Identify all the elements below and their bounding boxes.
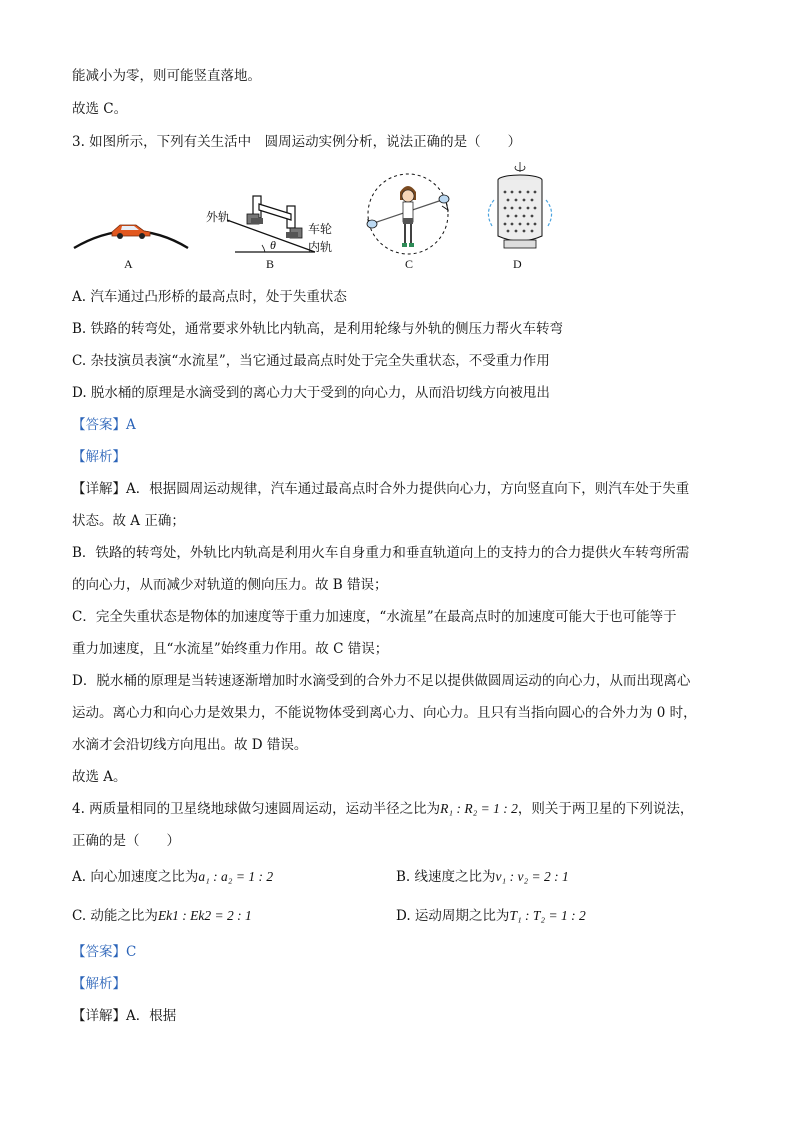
q4-option-a-math: a₁ : a₂ = 1 : 2 [198, 869, 274, 884]
figure-c-label: C [405, 257, 414, 271]
q3-detail-4: 的向心力，从而减少对轨道的侧向压力。故 B 错误； [72, 577, 388, 593]
label-outer-rail: 外轨 [206, 210, 231, 224]
figure-d-spin-dryer [480, 160, 560, 256]
q3-option-d: D. 脱水桶的原理是水滴受到的离心力大于受到的向心力，从而沿切线方向被甩出 [72, 385, 550, 401]
label-inner-rail: 内轨 [308, 240, 333, 254]
performer-icon [400, 186, 416, 247]
q3-detail-6: 重力加速度，且“水流星”始终重力作用。故 C 错误； [72, 641, 389, 657]
label-wheel: 车轮 [308, 222, 333, 236]
q3-answer: 【答案】A [72, 417, 136, 433]
q4-option-b [396, 867, 569, 887]
q3-option-b: B. 铁路的转弯处，通常要求外轨比内轨高，是利用轮缘与外轨的侧压力帮火车转弯 [72, 321, 564, 337]
q4-stem-line-2: 正确的是（ ） [72, 833, 180, 849]
label-theta: θ [270, 238, 276, 252]
q4-option-c-math: Ek1 : Ek2 = 2 : 1 [157, 908, 252, 923]
q3-detail-2: 状态。故 A 正确； [72, 513, 185, 529]
q3-option-a: A. 汽车通过凸形桥的最高点时，处于失重状态 [72, 289, 347, 305]
q4-stem-line-1 [72, 799, 693, 819]
q3-detail-3: B．铁路的转弯处，外轨比内轨高是利用火车自身重力和垂直轨道向上的支持力的合力提供火车转弯所需 [72, 545, 690, 561]
q3-analysis-heading: 【解析】 [72, 449, 126, 465]
q4-detail-1: 【详解】A．根据 [72, 1008, 177, 1024]
q4-option-d-text: D. 运动周期之比为 [396, 908, 510, 924]
q4-option-d [396, 906, 586, 926]
figure-d-label: D [513, 257, 522, 271]
q4-option-c-text: C. 动能之比为 [72, 908, 158, 924]
figure-a-arched-bridge [72, 208, 192, 256]
q4-stem-ratio: R₁ : R₂ = 1 : 2 [440, 801, 518, 816]
q4-option-b-text: B. 线速度之比为 [396, 869, 496, 885]
q4-analysis-heading: 【解析】 [72, 976, 126, 992]
q3-stem: 3. 如图所示，下列有关生活中 圆周运动实例分析，说法正确的是（ ） [72, 134, 522, 150]
q4-option-b-math: v₁ : v₂ = 2 : 1 [495, 869, 569, 884]
line-top-2: 故选 C。 [72, 101, 128, 117]
q4-stem-text-1: 4. 两质量相同的卫星绕地球做匀速圆周运动，运动半径之比为 [72, 801, 441, 817]
q4-option-a-text: A. 向心加速度之比为 [72, 869, 199, 885]
q3-detail-1: 【详解】A．根据圆周运动规律，汽车通过最高点时合外力提供向心力，方向竖直向下，则汽车处于失重 [72, 481, 690, 497]
q4-option-c [72, 906, 252, 926]
q4-answer: 【答案】C [72, 944, 137, 960]
q4-stem-text-2: ，则关于两卫星的下列说法， [517, 801, 694, 817]
q4-option-a [72, 867, 273, 887]
q3-detail-9: 水滴才会沿切线方向甩出。故 D 错误。 [72, 737, 308, 753]
line-top-1: 能减小为零，则可能竖直落地。 [72, 68, 261, 84]
q3-conclusion: 故选 A。 [72, 769, 127, 785]
q3-detail-5: C．完全失重状态是物体的加速度等于重力加速度，“水流星”在最高点时的加速度可能大于也可能等于 [72, 609, 677, 625]
q3-detail-8: 运动。离心力和向心力是效果力，不能说物体受到离心力、向心力。且只有当指向圆心的合外力为 0 时， [72, 705, 697, 721]
q3-option-c: C. 杂技演员表演“水流星”，当它通过最高点时处于完全失重状态，不受重力作用 [72, 353, 550, 369]
figure-c-water-meteor [360, 168, 456, 258]
figure-b-label: B [266, 257, 275, 271]
q4-option-d-math: T₁ : T₂ = 1 : 2 [509, 908, 586, 923]
car-icon [112, 225, 150, 239]
figure-a-label: A [124, 257, 133, 271]
q3-detail-7: D．脱水桶的原理是当转速逐渐增加时水滴受到的合外力不足以提供做圆周运动的向心力，从而出现离心 [72, 673, 691, 689]
